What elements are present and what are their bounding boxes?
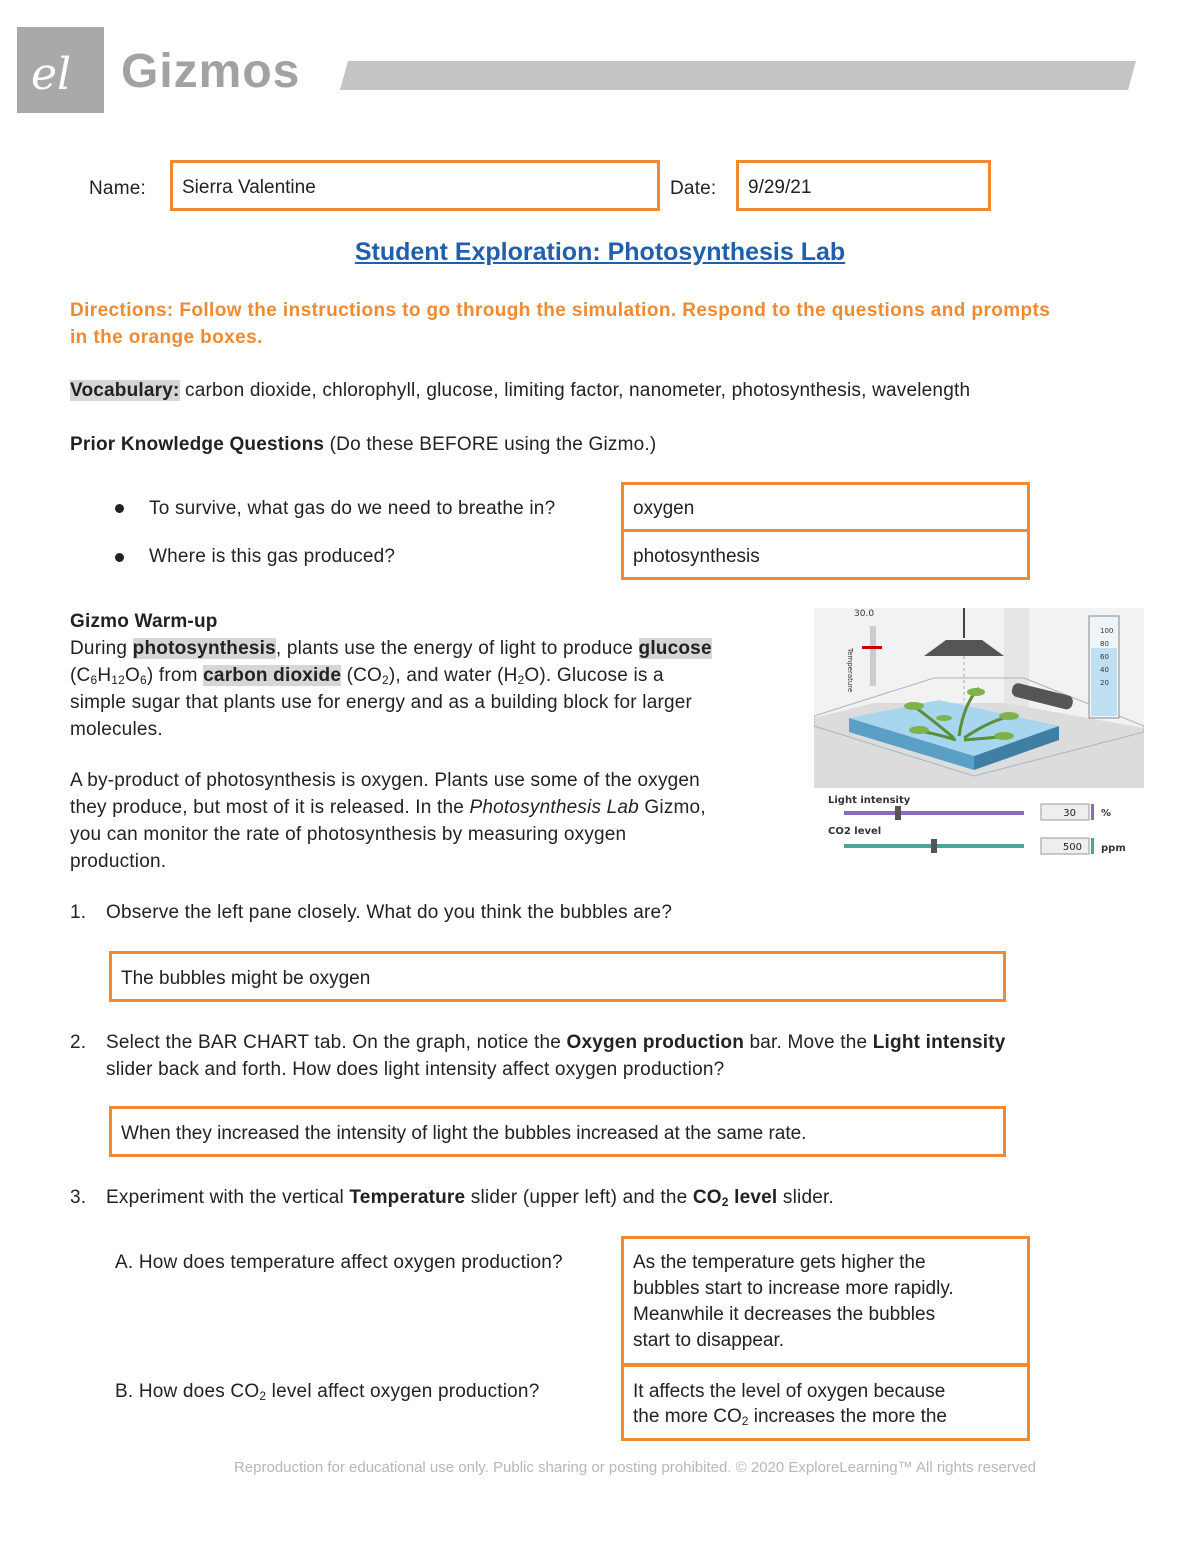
co2-level-value: 500	[1062, 842, 1082, 853]
prior-answer-2: photosynthesis	[633, 546, 760, 567]
cylinder-tick: 80	[1100, 640, 1109, 648]
light-intensity-value: 30	[1063, 808, 1076, 819]
date-label: Date:	[670, 178, 717, 199]
cylinder-tick: 20	[1100, 679, 1109, 687]
light-intensity-unit: %	[1101, 808, 1112, 819]
answer-1-field[interactable]	[109, 951, 1006, 1002]
temperature-readout: 30.0	[854, 609, 875, 619]
warmup-paragraph-2: A by-product of photosynthesis is oxygen. Plants use some of the oxygen they produce, but most of it is released. In the Photosynthesis Lab Gizmo, you can monitor the rate of photosynthesis by measuring oxygen production.	[70, 770, 706, 872]
question-3a-text: A. How does temperature affect oxygen production?	[115, 1252, 563, 1273]
name-value: Sierra Valentine	[182, 177, 316, 198]
prior-knowledge-heading-line	[70, 431, 656, 458]
bullet-icon	[115, 504, 124, 513]
page-title: Student Exploration: Photosynthesis Lab	[354, 238, 846, 266]
footer-copyright: Reproduction for educational use only. Public sharing or posting prohibited. © 2020 ExploreLearning™ All rights reserved	[233, 1459, 1037, 1476]
prior-question-2: Where is this gas produced?	[149, 546, 396, 567]
prior-knowledge-note: (Do these BEFORE using the Gizmo.)	[324, 434, 657, 455]
light-intensity-label: Light intensity	[828, 795, 911, 806]
vocabulary-terms: carbon dioxide, chlorophyll, glucose, limiting factor, nanometer, photosynthesis, wavelength	[179, 380, 971, 401]
gizmo-simulation-image	[814, 608, 1144, 860]
temperature-slider-label: Temperature	[846, 648, 854, 693]
gizmos-logo-text: Gizmos	[121, 45, 301, 98]
answer-1-text: The bubbles might be oxygen	[121, 968, 371, 989]
date-field[interactable]	[736, 160, 991, 211]
answer-3b-field[interactable]	[621, 1364, 1030, 1441]
question-3-text: Experiment with the vertical Temperature slider (upper left) and the $CO_2$ level slider.	[106, 1187, 834, 1209]
question-1-number: 1.	[70, 902, 87, 923]
warmup-heading: Gizmo Warm-up	[70, 611, 218, 632]
cylinder-tick: 60	[1100, 653, 1109, 661]
prior-answer-1: oxygen	[633, 498, 695, 519]
explorelearning-logo-mark	[17, 27, 104, 113]
question-1-text: Observe the left pane closely. What do you think the bubbles are?	[106, 902, 673, 923]
vocabulary-label: Vocabulary:	[70, 380, 180, 401]
question-2-text: Select the BAR CHART tab. On the graph, notice the Oxygen production bar. Move the Light intensity slider back and forth. How does light intensity affect oxygen production?	[106, 1032, 1006, 1080]
term-glucose: glucose	[638, 638, 712, 659]
question-3b-text: B. How does $CO_2$ level affect oxygen production?	[115, 1381, 540, 1403]
prior-answer-1-field[interactable]	[621, 482, 1030, 532]
bullet-icon	[115, 553, 124, 562]
warmup-paragraph-1: During photosynthesis, plants use the energy of light to produce glucose $(C_6H_{12}O_6)$ from carbon dioxide $(CO_2)$, and water $(H_2O)$. Glucose is a simple sugar that plants use for energy and as a building block for larger molecules.	[70, 638, 712, 740]
term-carbon-dioxide: carbon dioxide	[203, 665, 342, 686]
co2-level-unit: ppm	[1101, 843, 1126, 854]
answer-2-field[interactable]	[109, 1106, 1006, 1157]
cylinder-tick: 40	[1100, 666, 1109, 674]
date-value: 9/29/21	[748, 177, 812, 198]
prior-question-1: To survive, what gas do we need to breathe in?	[149, 498, 556, 519]
name-field[interactable]	[170, 160, 660, 211]
answer-3b-text: It affects the level of oxygen because the more $CO_2$ increases the more the	[633, 1381, 947, 1428]
svg-text:el: el	[31, 49, 72, 100]
answer-2-text: When they increased the intensity of light the bubbles increased at the same rate.	[121, 1123, 807, 1144]
prior-knowledge-heading: Prior Knowledge Questions	[70, 434, 325, 455]
term-photosynthesis: photosynthesis	[132, 638, 276, 659]
header-bar	[340, 61, 1136, 90]
cylinder-tick: 100	[1100, 627, 1114, 635]
directions-text: Directions: Follow the instructions to go through the simulation. Respond to the questions and prompts in the orange boxes.	[70, 300, 1051, 348]
name-label: Name:	[89, 178, 146, 199]
co2-level-label: CO2 level	[828, 826, 882, 837]
vocabulary-line	[70, 377, 970, 404]
answer-3a-field[interactable]	[621, 1236, 1030, 1366]
prior-answer-2-field[interactable]	[621, 529, 1030, 580]
question-2-number: 2.	[70, 1032, 87, 1053]
answer-3a-text: As the temperature gets higher the bubbles start to increase more rapidly. Meanwhile it decreases the bubbles start to disappear.	[633, 1252, 954, 1351]
light-intensity-thumb	[895, 806, 901, 820]
question-3-number: 3.	[70, 1187, 87, 1208]
